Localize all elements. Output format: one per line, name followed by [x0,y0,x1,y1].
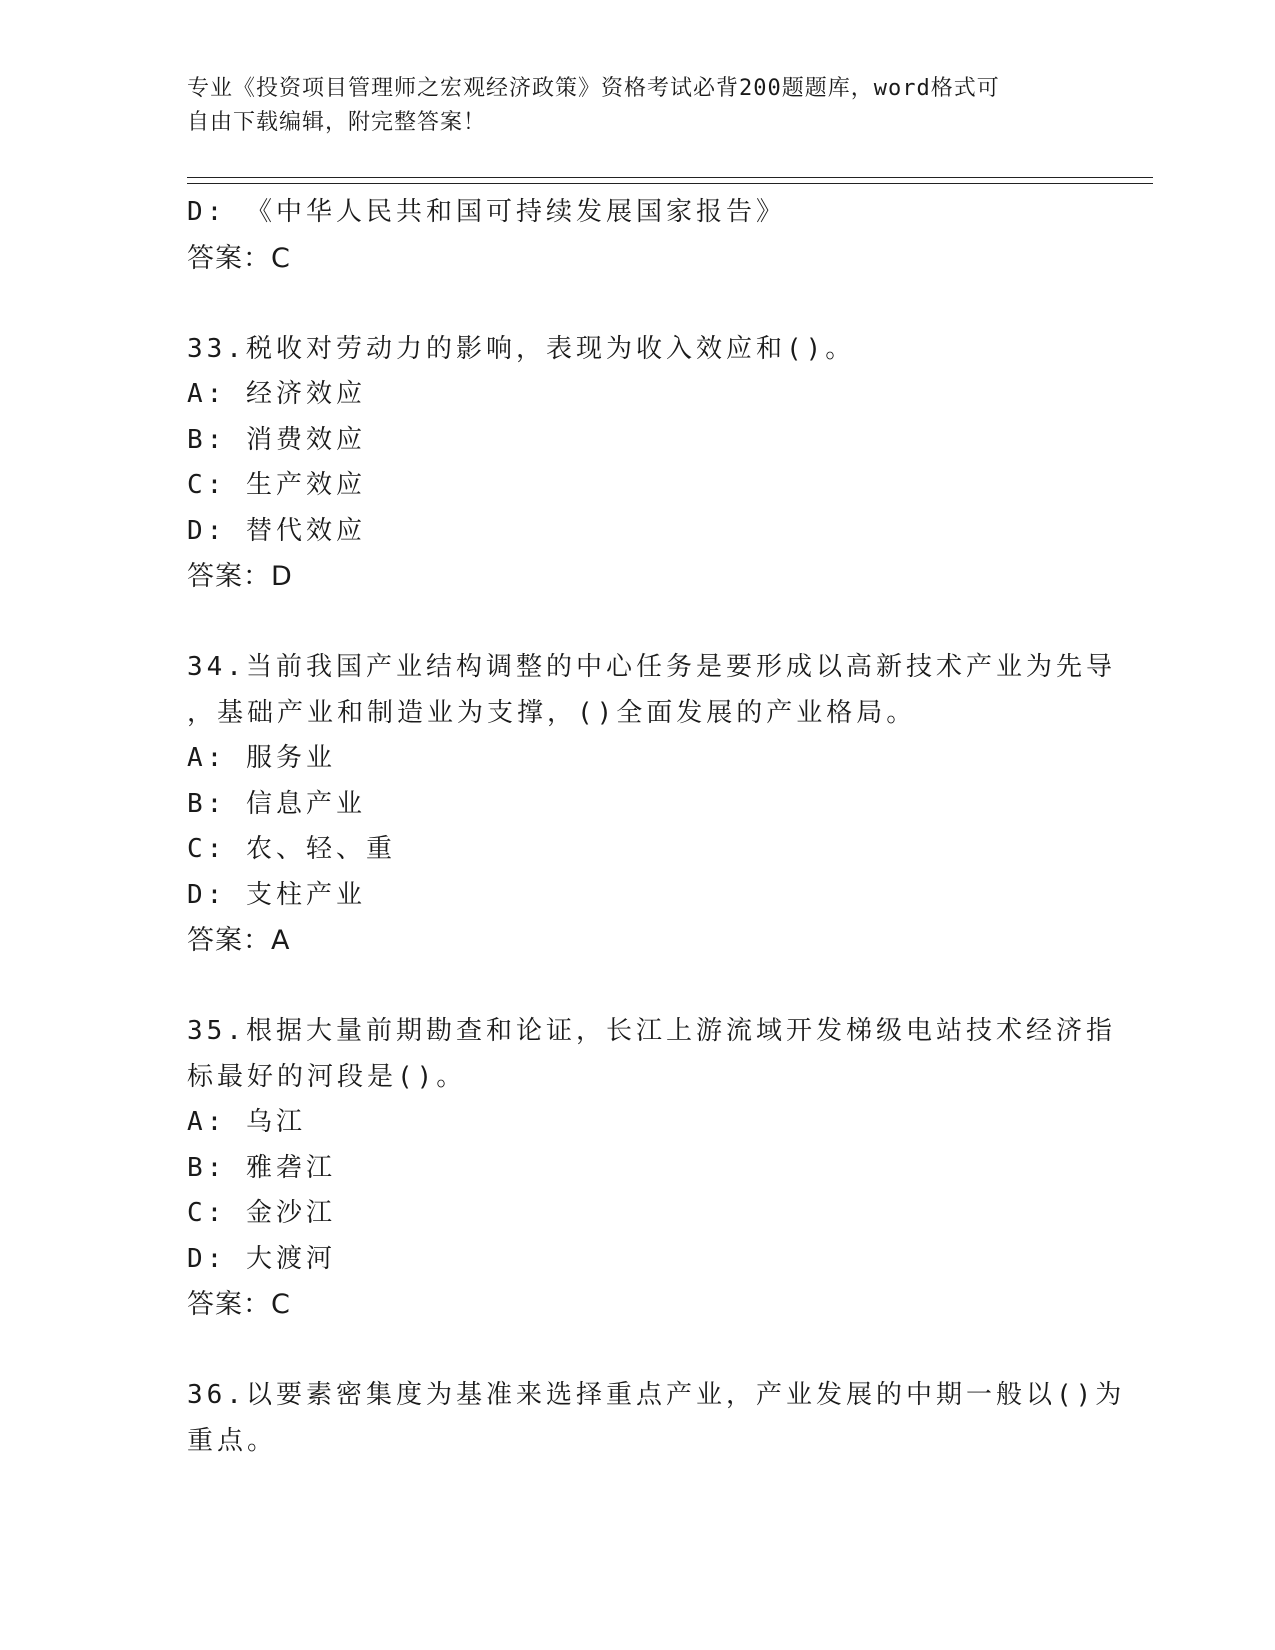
question-text: 36.以要素密集度为基准来选择重点产业，产业发展的中期一般以()为 [187,1380,1126,1410]
question-text: 33.税收对劳动力的影响，表现为收入效应和()。 [187,333,856,364]
question-text: 35.根据大量前期勘查和论证，长江上游流域开发梯级电站技术经济指 [187,1016,1116,1046]
question-35 [187,1009,1116,1328]
option-b: B: 信息产业 [187,788,366,819]
header-line-2: 自由下载编辑，附完整答案！ [187,110,487,135]
option-d: D: 替代效应 [187,515,366,546]
option-c: C: 生产效应 [187,470,366,500]
answer: 答案：A [187,925,291,956]
spacer [187,964,1087,1010]
header-line-1: 专业《投资项目管理师之宏观经济政策》资格考试必背200题题库，word格式可 [187,76,1000,101]
option-d: D: 支柱产业 [187,879,366,910]
option-d: D: 大渡河 [187,1243,336,1274]
option-d: D: 《中华人民共和国可持续发展国家报告》 [187,197,786,227]
question-text-continued: 重点。 [187,1425,278,1456]
question-34 [187,645,1116,964]
question-text-continued: 标最好的河段是()。 [187,1061,467,1092]
header-rule-bottom [187,183,1153,184]
document-body [187,190,1126,1464]
question-33 [187,327,1087,600]
question-32-tail [187,190,1087,281]
option-c: C: 农、轻、重 [187,834,396,864]
spacer [187,600,1087,646]
question-36 [187,1373,1126,1464]
option-c: C: 金沙江 [187,1198,336,1228]
question-text-continued: ，基础产业和制造业为支撑，()全面发展的产业格局。 [187,697,917,728]
spacer [187,281,1087,327]
option-a: A: 乌江 [187,1107,306,1137]
option-a: A: 服务业 [187,743,336,773]
document-header [187,72,1067,140]
answer: 答案：D [187,561,293,592]
question-text: 34.当前我国产业结构调整的中心任务是要形成以高新技术产业为先导 [187,652,1116,682]
answer: 答案：C [187,1289,291,1320]
option-b: B: 雅砻江 [187,1152,336,1183]
option-b: B: 消费效应 [187,424,366,455]
option-a: A: 经济效应 [187,379,366,409]
header-rule-top [187,177,1153,178]
answer: 答案：C [187,242,291,274]
spacer [187,1328,1087,1374]
